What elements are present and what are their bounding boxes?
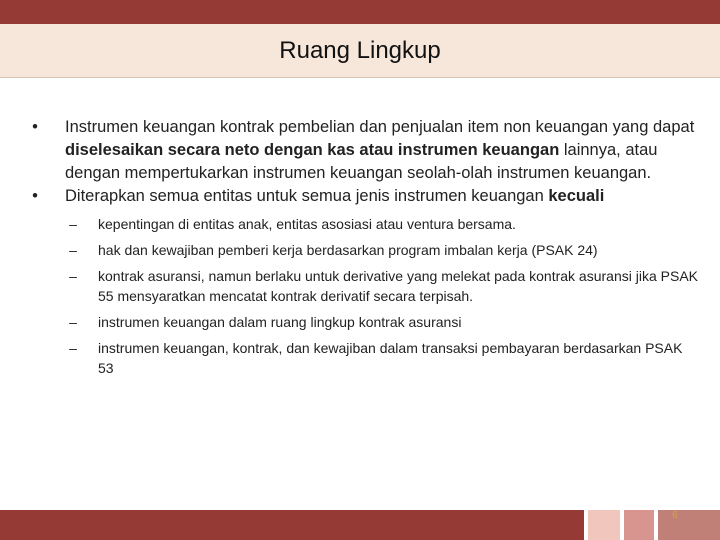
bullet-dot-icon: • [32, 187, 38, 205]
bullet-text-part: Instrumen keuangan kontrak pembelian dan penjualan item non keuangan yang dapat [65, 118, 695, 136]
bullet-text-part: lainnya, atau dengan mempertukarkan instrumen keuangan seolah-olah instrumen keuangan. [65, 141, 658, 182]
top-accent-bar [0, 0, 720, 24]
list-item-text: kepentingan di entitas anak, entitas asosiasi atau ventura bersama. [98, 216, 516, 232]
dash-icon: – [69, 268, 77, 284]
list-item [65, 240, 698, 260]
title-band [0, 24, 720, 78]
dash-icon: – [69, 242, 77, 258]
slide-title: Ruang Lingkup [279, 36, 441, 64]
list-item-text: instrumen keuangan, kontrak, dan kewajiban dalam transaksi pembayaran berdasarkan PSAK 53 [98, 340, 683, 376]
list-item [65, 338, 698, 378]
list-item [65, 214, 698, 234]
list-item-text: kontrak asuransi, namun berlaku untuk derivative yang melekat pada kontrak asuransi jika PSAK 55 mensyaratkan mencatat kontrak derivatif secara terpisah. [98, 268, 698, 304]
page-number: 6 [672, 510, 678, 521]
list-item-text: instrumen keuangan dalam ruang lingkup kontrak asuransi [98, 314, 462, 330]
list-item-text: hak dan kewajiban pemberi kerja berdasarkan program imbalan kerja (PSAK 24) [98, 242, 598, 258]
list-item [65, 312, 698, 332]
bullet-item-applies [28, 185, 698, 378]
bullet-dot-icon: • [32, 118, 38, 136]
bullet-text-part: Diterapkan semua entitas untuk semua jenis instrumen keuangan [65, 187, 549, 205]
bullet-text-bold: diselesaikan secara neto dengan kas atau instrumen keuangan [65, 141, 560, 159]
list-item [65, 266, 698, 306]
bullet-text-bold: kecuali [548, 187, 605, 205]
footer-light-block [588, 510, 620, 540]
exception-list [65, 214, 698, 378]
dash-icon: – [69, 340, 77, 356]
bullet-item-scope [28, 116, 698, 185]
footer-main-block [0, 510, 584, 540]
footer-bar [0, 510, 720, 540]
bullet-list [28, 116, 698, 378]
footer-mid-block [624, 510, 654, 540]
slide-content [28, 116, 698, 384]
dash-icon: – [69, 314, 77, 330]
dash-icon: – [69, 216, 77, 232]
